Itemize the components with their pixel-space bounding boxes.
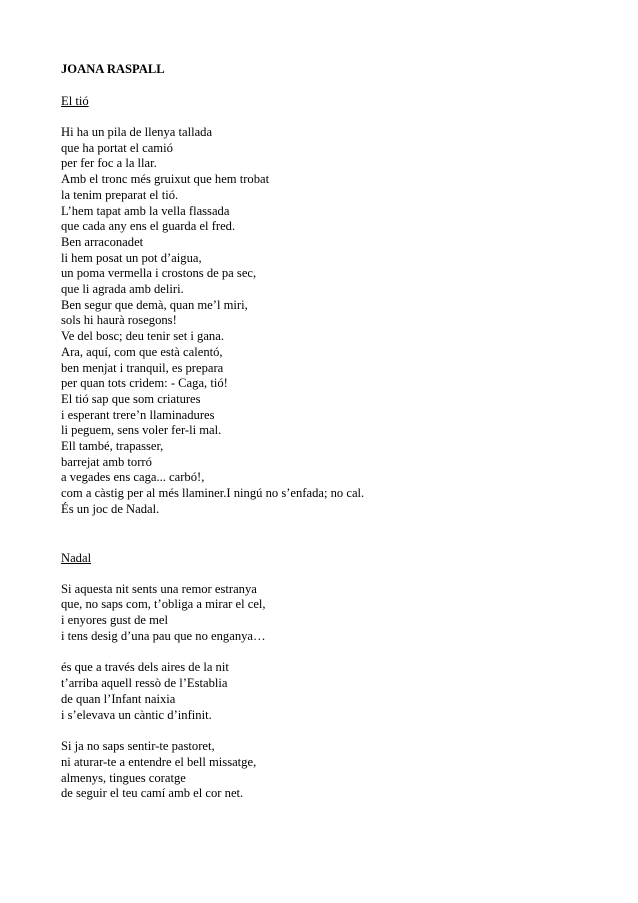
- poem-line: Si aquesta nit sents una remor estranya: [61, 581, 257, 596]
- poem-nadal-stanza-3: [61, 739, 621, 802]
- poem-line: Si ja no saps sentir-te pastoret,: [61, 739, 215, 754]
- poem-line: un poma vermella i crostons de pa sec,: [61, 266, 257, 281]
- poem-line: la tenim preparat el tió.: [61, 187, 179, 202]
- poem-line: per quan tots cridem: - Caga, tió!: [61, 376, 228, 391]
- poem-line: i esperant trere’n llaminadures: [61, 407, 215, 422]
- poem-line: Amb el tronc més gruixut que hem trobat: [61, 172, 270, 187]
- poem-title-nadal: Nadal: [61, 550, 92, 565]
- poem-line: barrejat amb torró: [61, 454, 152, 469]
- poem-line: Ell també, trapasser,: [61, 439, 164, 454]
- poem-line: Ara, aquí, com que està calentó,: [61, 344, 223, 359]
- poem-line: a vegades ens caga... carbó!,: [61, 470, 205, 485]
- poem-line: Ve del bosc; deu tenir set i gana.: [61, 329, 224, 344]
- poem-line: Ben arraconadet: [61, 234, 144, 249]
- poem-line: que, no saps com, t’obliga a mirar el cel,: [61, 597, 266, 612]
- poem-line: li hem posat un pot d’aigua,: [61, 250, 202, 265]
- poem-nadal-stanza-2: [61, 660, 621, 723]
- poem-line: per fer foc a la llar.: [61, 156, 157, 171]
- poem-el-tio-stanza: [61, 125, 621, 518]
- poem-line: i enyores gust de mel: [61, 612, 169, 627]
- poem-line: com a càstig per al més llaminer.I ningú no s’enfada; no cal.: [61, 486, 365, 501]
- poem-line: almenys, tingues coratge: [61, 770, 186, 785]
- poem-line: El tió sap que som criatures: [61, 391, 201, 406]
- poem-line: de seguir el teu camí amb el cor net.: [61, 786, 244, 801]
- poem-line: t’arriba aquell ressò de l’Establia: [61, 676, 228, 691]
- poem-title-el-tio: El tió: [61, 94, 89, 108]
- poem-line: ben menjat i tranquil, es prepara: [61, 360, 224, 375]
- poem-line: que li agrada amb deliri.: [61, 282, 184, 297]
- author-name: JOANA RASPALL: [61, 62, 165, 76]
- poem-line: i tens desig d’una pau que no enganya…: [61, 628, 266, 643]
- poem-nadal-stanza-1: [61, 582, 621, 645]
- poem-line: Ben segur que demà, quan me’l miri,: [61, 297, 248, 312]
- poem-line: És un joc de Nadal.: [61, 501, 160, 516]
- poem-line: ni aturar-te a entendre el bell missatge,: [61, 754, 257, 769]
- document-page: [61, 61, 621, 802]
- poem-line: és que a través dels aires de la nit: [61, 660, 229, 675]
- poem-line: i s’elevava un càntic d’infinit.: [61, 707, 212, 722]
- poem-line: L’hem tapat amb la vella flassada: [61, 203, 230, 218]
- poem-line: sols hi haurà rosegons!: [61, 313, 177, 328]
- poem-line: de quan l’Infant naixia: [61, 691, 176, 706]
- poem-line: li peguem, sens voler fer-li mal.: [61, 423, 222, 438]
- poem-line: que ha portat el camió: [61, 140, 173, 155]
- poem-line: Hi ha un pila de llenya tallada: [61, 125, 213, 139]
- poem-line: que cada any ens el guarda el fred.: [61, 219, 236, 234]
